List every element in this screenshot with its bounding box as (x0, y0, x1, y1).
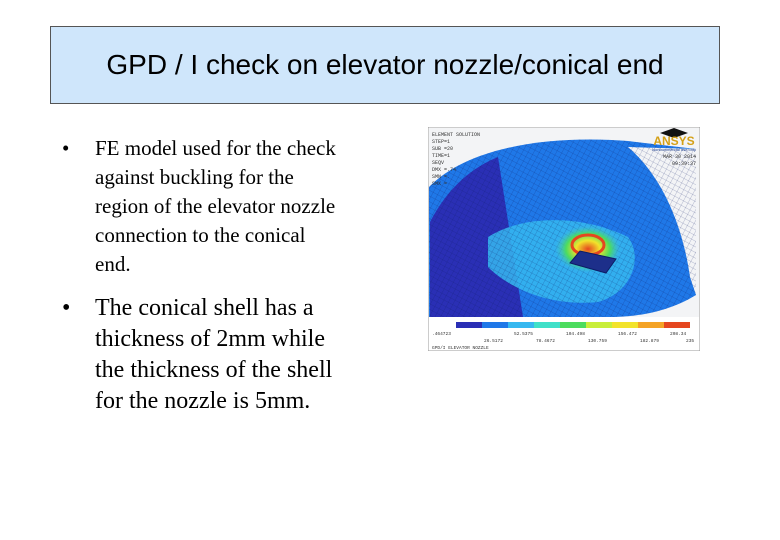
bullet-line: the thickness of the shell (95, 357, 333, 383)
legend-swatch (482, 322, 508, 328)
legend-label: 208.34 (670, 332, 687, 337)
bullet-marker: • (62, 295, 71, 321)
legend-label: 235 (686, 339, 695, 344)
bullet-marker: • (62, 136, 70, 160)
bullet-line: region of the elevator nozzle (95, 194, 336, 218)
header-line: ELEMENT SOLUTION (432, 132, 481, 138)
legend-swatch (612, 322, 638, 328)
legend-label: 182.879 (640, 339, 659, 344)
figure-date: MAR 30 2014 (662, 154, 696, 160)
header-line: DMX =.74 (432, 167, 457, 173)
title-box (50, 26, 720, 104)
legend-swatch (586, 322, 612, 328)
legend-swatch (664, 322, 690, 328)
legend-label: .464723 (432, 332, 451, 337)
legend-color-bar (456, 322, 690, 328)
slide-title: GPD / I check on elevator nozzle/conical end (106, 49, 664, 80)
bullet-line: thickness of 2mm while (95, 326, 325, 352)
bullet-item (62, 293, 402, 417)
figure-caption: GPD/I ELEVATOR NOZZLE (432, 346, 489, 351)
mesh-overlay (429, 140, 696, 317)
legend-swatch (638, 322, 664, 328)
legend-label: 78.4672 (536, 339, 555, 344)
bullet-list (62, 134, 402, 417)
bullet-line: for the nozzle is 5mm. (95, 388, 311, 414)
ansys-logo-subtext: Noncommercial use only (652, 147, 696, 152)
bullet-line: connection to the conical (95, 223, 306, 247)
legend-label: 130.759 (588, 339, 607, 344)
legend-swatch (456, 322, 482, 328)
bullet-line: The conical shell has a (95, 295, 314, 321)
figure-time: 09:39:37 (671, 161, 696, 167)
ansys-logo-text: ANSYS (653, 134, 695, 148)
bullet-line: end. (95, 252, 131, 276)
bullet-item (62, 134, 402, 279)
legend-label: 104.498 (566, 332, 585, 337)
legend-label: 26.5172 (484, 339, 503, 344)
legend-label: 156.472 (618, 332, 637, 337)
bullet-line: against buckling for the (95, 165, 294, 189)
legend-label: 52.5375 (514, 332, 533, 337)
legend-swatch (508, 322, 534, 328)
header-line: SMN =. (432, 174, 451, 180)
header-line: SMX = (432, 181, 448, 187)
header-line: SEQV (432, 160, 445, 166)
header-line: TIME=1 (432, 153, 451, 159)
header-line: SUB =20 (432, 146, 454, 152)
bullet-line: FE model used for the check (95, 136, 336, 160)
header-line: STEP=1 (432, 139, 451, 145)
fe-model-figure (428, 127, 700, 351)
legend-swatch (560, 322, 586, 328)
legend-swatch (534, 322, 560, 328)
